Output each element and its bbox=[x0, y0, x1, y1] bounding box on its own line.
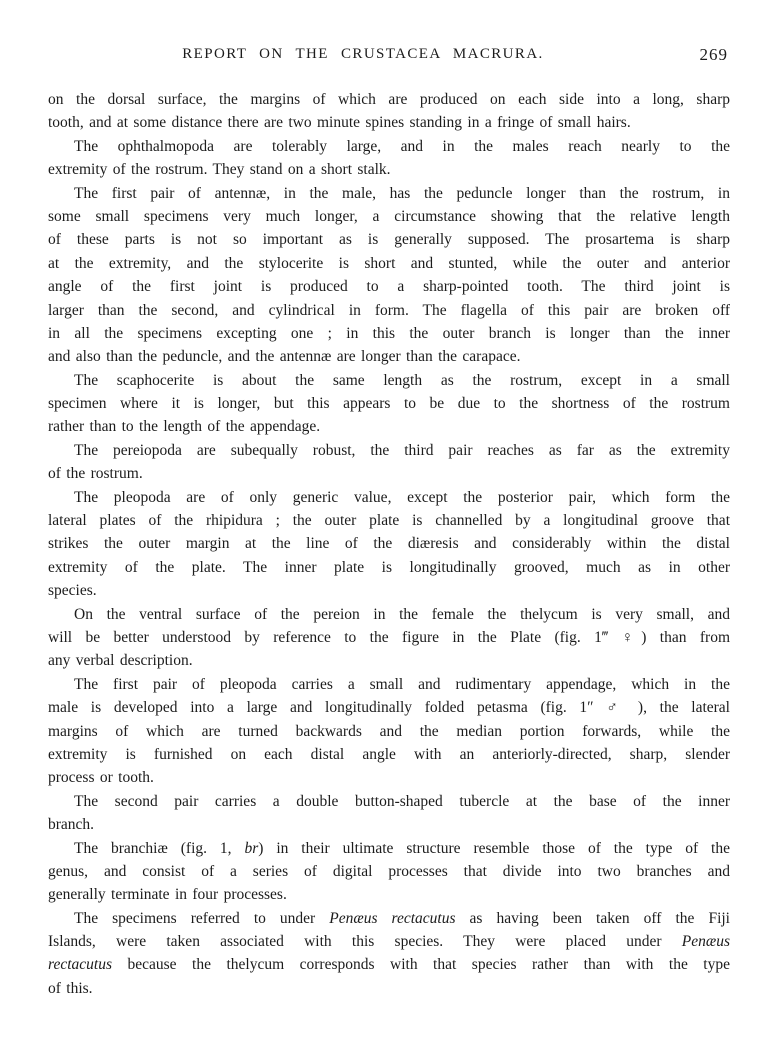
text-line bbox=[48, 766, 730, 789]
text-line bbox=[48, 953, 730, 976]
text-line bbox=[48, 205, 730, 228]
text-run: strikes the outer margin at the line of the diæresis and considerably within the distal bbox=[48, 535, 730, 553]
text-run: lateral plates of the rhipidura ; the outer plate is channelled by a longitudinal groove that bbox=[48, 512, 730, 530]
text-run: ) in their ultimate structure resemble those of the type of the bbox=[258, 839, 730, 857]
text-line bbox=[48, 486, 730, 509]
text-run-italic: rectacutus bbox=[48, 956, 112, 974]
text-run: of the rostrum. bbox=[48, 465, 143, 483]
text-line bbox=[48, 135, 730, 158]
text-run: The first pair of antennæ, in the male, has the peduncle longer than the rostrum, in bbox=[74, 184, 730, 202]
text-line bbox=[48, 603, 730, 626]
text-line bbox=[48, 673, 730, 696]
text-line bbox=[48, 837, 730, 860]
text-line bbox=[48, 111, 730, 134]
text-line bbox=[48, 930, 730, 953]
text-line bbox=[48, 299, 730, 322]
text-run: The branchiæ (fig. 1, bbox=[74, 839, 245, 857]
text-run: The scaphocerite is about the same length as the rostrum, except in a small bbox=[74, 371, 730, 389]
text-line bbox=[48, 462, 730, 485]
text-run: some small specimens very much longer, a circumstance showing that the relative length bbox=[48, 207, 730, 225]
text-run: will be better understood by reference to the figure in the Plate (fig. 1‴ ♀) than from bbox=[48, 628, 730, 646]
text-line bbox=[48, 88, 730, 111]
text-run: The second pair carries a double button-shaped tubercle at the base of the inner bbox=[74, 792, 730, 810]
text-line bbox=[48, 532, 730, 555]
text-line bbox=[48, 439, 730, 462]
text-run: male is developed into a large and longitudinally folded petasma (fig. 1″ ♂ ), the lateral bbox=[48, 699, 730, 717]
text-run: extremity is furnished on each distal angle with an anteriorly-directed, sharp, slender bbox=[48, 745, 730, 763]
text-run: On the ventral surface of the pereion in the female the thelycum is very small, and bbox=[74, 605, 730, 623]
text-run: species. bbox=[48, 582, 97, 600]
text-run: as having been taken off the Fiji bbox=[455, 909, 730, 927]
text-line bbox=[48, 883, 730, 906]
text-run: The specimens referred to under bbox=[74, 909, 330, 927]
text-line bbox=[48, 907, 730, 930]
text-line bbox=[48, 556, 730, 579]
text-line bbox=[48, 860, 730, 883]
text-run: The pleopoda are of only generic value, except the posterior pair, which form the bbox=[74, 488, 730, 506]
text-run: at the extremity, and the stylocerite is short and stunted, while the outer and anterior bbox=[48, 254, 730, 272]
body-text bbox=[48, 88, 730, 1000]
text-run: in all the specimens excepting one ; in this the outer branch is longer than the inner bbox=[48, 324, 730, 342]
text-line bbox=[48, 720, 730, 743]
text-run: rather than to the length of the appendage. bbox=[48, 418, 321, 436]
text-run: extremity of the rostrum. They stand on a short stalk. bbox=[48, 161, 391, 179]
text-line bbox=[48, 345, 730, 368]
text-run: margins of which are turned backwards and the median portion forwards, while the bbox=[48, 722, 730, 740]
text-run: generally terminate in four processes. bbox=[48, 886, 287, 904]
text-line bbox=[48, 228, 730, 251]
text-line bbox=[48, 252, 730, 275]
text-run: because the thelycum corresponds with that species rather than with the type bbox=[112, 956, 730, 974]
text-run-italic: Penæus rectacutus bbox=[329, 909, 456, 927]
text-line bbox=[48, 322, 730, 345]
text-line bbox=[48, 790, 730, 813]
text-run: and also than the peduncle, and the antennæ are longer than the carapace. bbox=[48, 348, 521, 366]
text-run: on the dorsal surface, the margins of which are produced on each side into a long, sharp bbox=[48, 91, 730, 108]
text-line bbox=[48, 696, 730, 719]
text-run: any verbal description. bbox=[48, 652, 193, 670]
text-run: The first pair of pleopoda carries a small and rudimentary appendage, which in the bbox=[74, 675, 730, 693]
text-line bbox=[48, 626, 730, 649]
text-run: specimen where it is longer, but this appears to be due to the shortness of the rostrum bbox=[48, 395, 730, 413]
text-run: tooth, and at some distance there are two minute spines standing in a fringe of small hairs. bbox=[48, 114, 631, 132]
text-line bbox=[48, 743, 730, 766]
text-line bbox=[48, 415, 730, 438]
text-line bbox=[48, 649, 730, 672]
text-run: The pereiopoda are subequally robust, the third pair reaches as far as the extremity bbox=[74, 441, 730, 459]
text-run-italic: br bbox=[244, 839, 259, 857]
text-run: genus, and consist of a series of digital processes that divide into two branches and bbox=[48, 862, 730, 880]
text-line bbox=[48, 158, 730, 181]
page-header bbox=[48, 46, 730, 68]
text-run: Islands, were taken associated with this species. They were placed under bbox=[48, 933, 682, 951]
text-run-italic: Penæus bbox=[681, 933, 730, 951]
text-run: process or tooth. bbox=[48, 769, 154, 787]
text-line bbox=[48, 275, 730, 298]
running-title: REPORT ON THE CRUSTACEA MACRURA. bbox=[182, 46, 544, 62]
text-run: extremity of the plate. The inner plate is longitudinally grooved, much as in other bbox=[48, 558, 730, 576]
text-run: branch. bbox=[48, 816, 95, 834]
text-line bbox=[48, 182, 730, 205]
text-line bbox=[48, 579, 730, 602]
text-line bbox=[48, 509, 730, 532]
page-number: 269 bbox=[699, 45, 728, 64]
text-run: of this. bbox=[48, 979, 93, 997]
text-run: of these parts is not so important as is generally supposed. The prosartema is sharp bbox=[48, 231, 730, 249]
text-run: angle of the first joint is produced to a sharp-pointed tooth. The third joint is bbox=[48, 278, 730, 296]
text-line bbox=[48, 369, 730, 392]
text-run: larger than the second, and cylindrical in form. The flagella of this pair are broken off bbox=[48, 301, 730, 319]
text-line bbox=[48, 813, 730, 836]
text-run: The ophthalmopoda are tolerably large, and in the males reach nearly to the bbox=[74, 137, 730, 155]
text-line bbox=[48, 392, 730, 415]
text-line bbox=[48, 977, 730, 1000]
